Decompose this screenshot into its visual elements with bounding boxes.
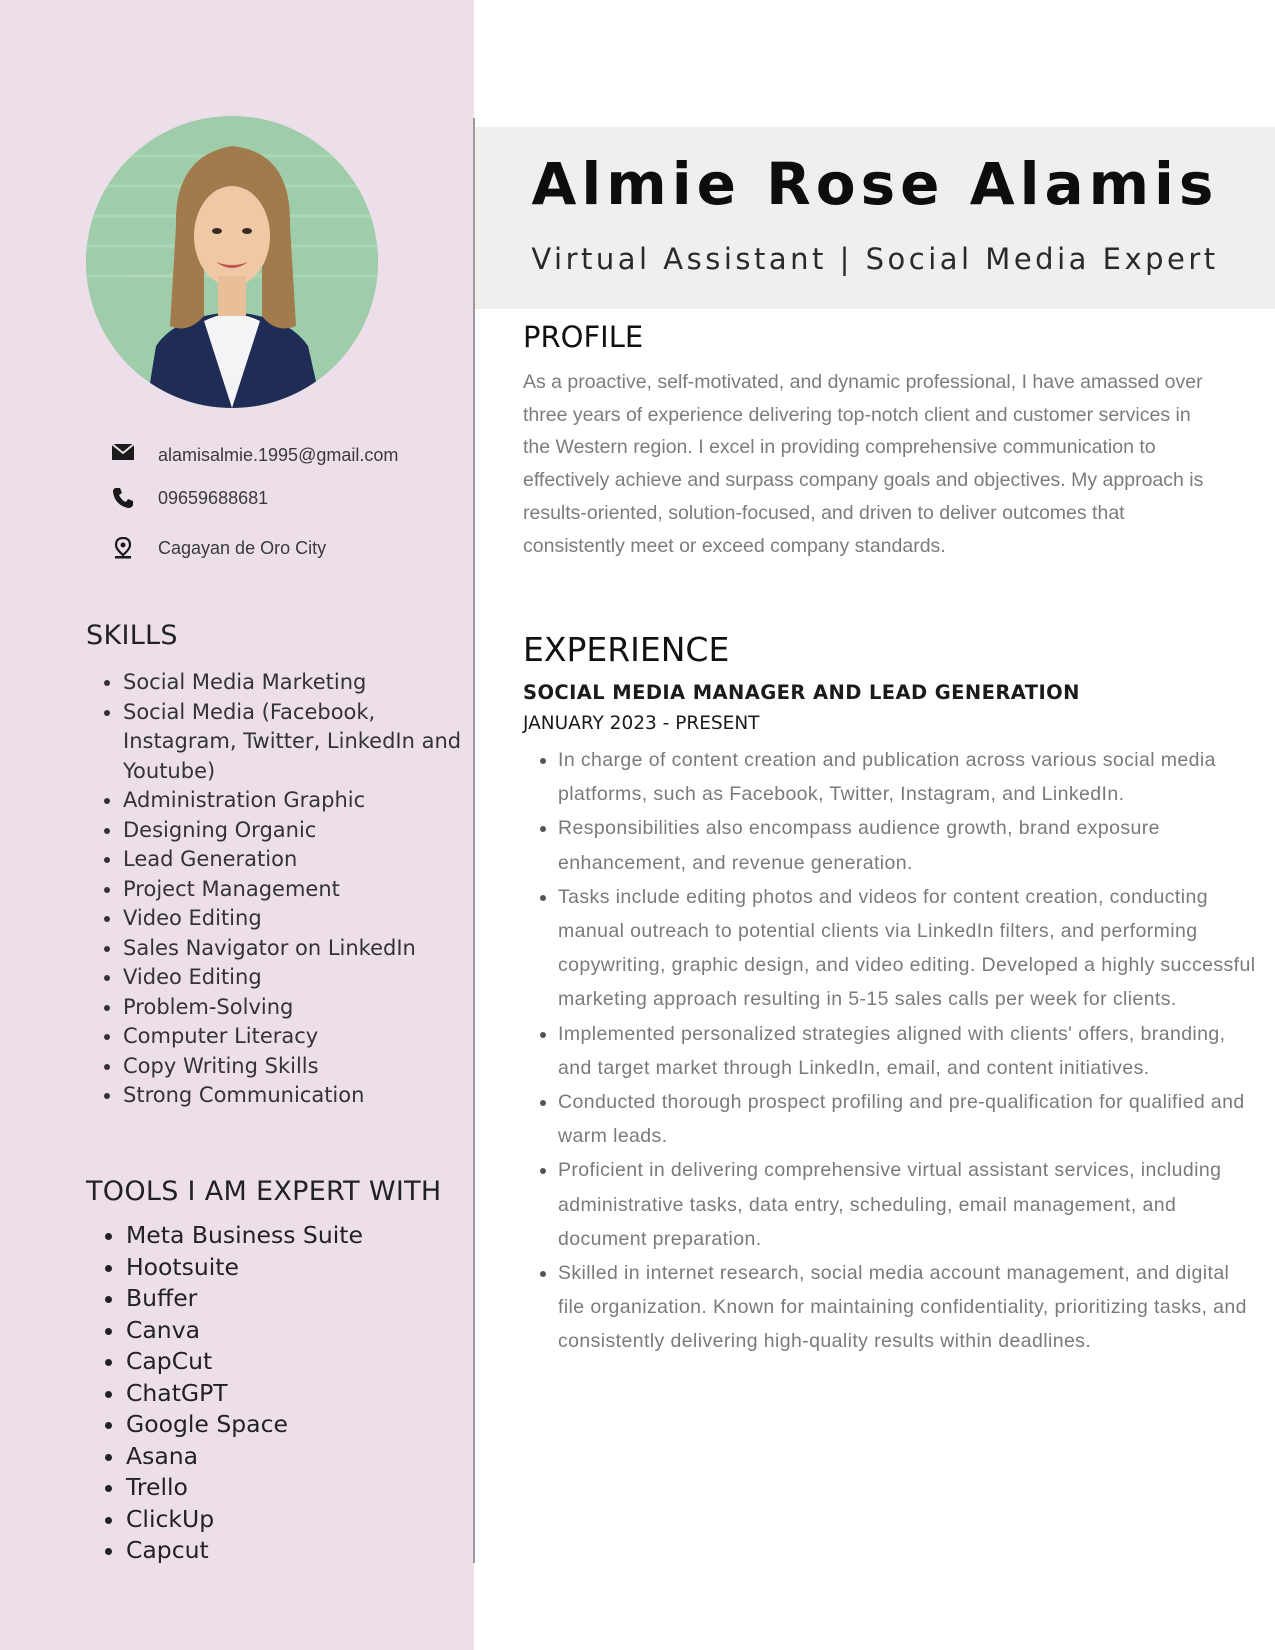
skill-item: • Social Media (Facebook, Instagram, Twitter, LinkedIn and Youtube) — [123, 698, 483, 787]
skill-item: • Copy Writing Skills — [123, 1052, 483, 1082]
skill-item: • Strong Communication — [123, 1081, 483, 1111]
contact-location — [112, 537, 326, 559]
person-name: Almie Rose Alamis — [531, 150, 1219, 218]
skill-item: • Computer Literacy — [123, 1022, 483, 1052]
tool-item: • Asana — [126, 1441, 486, 1473]
phone-icon — [112, 487, 142, 509]
skill-item: • Video Editing — [123, 904, 483, 934]
profile-heading: PROFILE — [523, 320, 644, 354]
tool-item: • CapCut — [126, 1346, 486, 1378]
skill-item: • Lead Generation — [123, 845, 483, 875]
contact-phone — [112, 487, 268, 509]
duty-item: • Conducted thorough prospect profiling and pre-qualification for qualified and warm leads. — [558, 1085, 1258, 1153]
skills-list — [86, 668, 483, 1111]
skills-heading: SKILLS — [86, 620, 178, 651]
tool-item: • Meta Business Suite — [126, 1220, 486, 1252]
duties-list — [523, 743, 1258, 1359]
duty-item: • Tasks include editing photos and videos for content creation, conducting manual outreach to potential clients via LinkedIn filters, and performing copywriting, graphic design, and video editing. Developed a highly successful marketing approach resulting in 5-15 sales calls per week for clients. — [558, 880, 1258, 1017]
tool-item: • Trello — [126, 1472, 486, 1504]
job-dates: JANUARY 2023 - PRESENT — [523, 713, 760, 734]
duty-item: • Responsibilities also encompass audience growth, brand exposure enhancement, and revenue generation. — [558, 811, 1258, 879]
skill-item: • Project Management — [123, 875, 483, 905]
skill-item: • Video Editing — [123, 963, 483, 993]
tools-heading: TOOLS I AM EXPERT WITH — [86, 1176, 442, 1207]
contact-email — [112, 444, 398, 466]
profile-photo — [86, 116, 378, 408]
skill-item: • Designing Organic — [123, 816, 483, 846]
job-title: SOCIAL MEDIA MANAGER AND LEAD GENERATION — [523, 681, 1080, 704]
skill-item: • Problem-Solving — [123, 993, 483, 1023]
email-text: alamisalmie.1995@gmail.com — [158, 444, 399, 465]
location-text: Cagayan de Oro City — [158, 537, 327, 558]
tool-item: • Buffer — [126, 1283, 486, 1315]
phone-text: 09659688681 — [158, 487, 269, 508]
tool-item: • ClickUp — [126, 1504, 486, 1536]
experience-heading: EXPERIENCE — [523, 630, 730, 669]
skill-item: • Sales Navigator on LinkedIn — [123, 934, 483, 964]
skill-item: • Social Media Marketing — [123, 668, 483, 698]
location-pin-icon — [112, 537, 142, 559]
envelope-icon — [112, 444, 142, 466]
tool-item: • Google Space — [126, 1409, 486, 1441]
tools-list — [86, 1220, 486, 1567]
duty-item: • Implemented personalized strategies aligned with clients' offers, branding, and target market through LinkedIn, email, and content initiatives. — [558, 1017, 1258, 1085]
person-title: Virtual Assistant | Social Media Expert — [531, 242, 1219, 276]
tool-item: • Capcut — [126, 1535, 486, 1567]
duty-item: • Skilled in internet research, social media account management, and digital file organization. Known for maintaining confidentiality, prioritizing tasks, and consistently delivering high-quality results within deadlines. — [558, 1256, 1258, 1359]
profile-text: As a proactive, self-motivated, and dynamic professional, I have amassed over three years of experience delivering top-notch client and customer services in the Western region. I excel in providing comprehensive communication to effectively achieve and surpass company goals and objectives. My approach is results-oriented, solution-focused, and driven to deliver outcomes that consistently meet or exceed company standards. — [523, 371, 1204, 557]
duty-item: • In charge of content creation and publication across various social media platforms, such as Facebook, Twitter, Instagram, and LinkedIn. — [558, 743, 1258, 811]
duty-item: • Proficient in delivering comprehensive virtual assistant services, including administrative tasks, data entry, scheduling, email management, and document preparation. — [558, 1153, 1258, 1256]
tool-item: • Canva — [126, 1315, 486, 1347]
tool-item: • ChatGPT — [126, 1378, 486, 1410]
skill-item: • Administration Graphic — [123, 786, 483, 816]
profile-photo-illustration — [86, 116, 378, 408]
tool-item: • Hootsuite — [126, 1252, 486, 1284]
